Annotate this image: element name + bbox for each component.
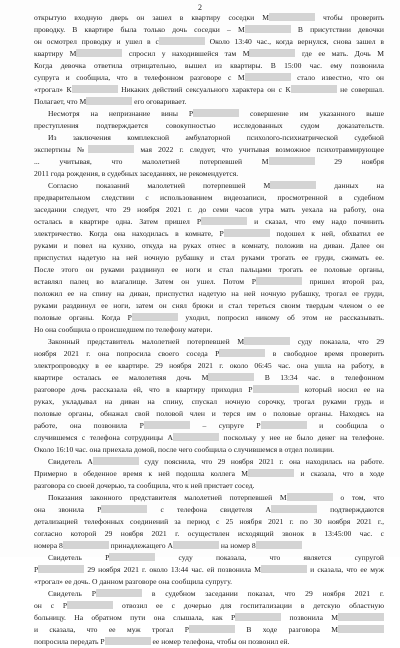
redaction-box: [235, 613, 281, 621]
text-run: заседании следует, что 29 ноября 2021 г. до семи часов утра мать уехала на работу, она: [34, 205, 384, 214]
text-line: [34, 132, 384, 144]
text-line: [34, 564, 384, 576]
redaction-box: [67, 601, 113, 609]
text-run: Свидетель Р: [48, 589, 96, 598]
redaction-box: [132, 313, 178, 321]
text-run: 29 ноября 2021 г. около 13:44 час. ей позвонила М: [84, 565, 261, 574]
text-line: [34, 300, 384, 312]
redaction-box: [261, 565, 307, 573]
text-run: и сказала, что ее муж трогал Р: [34, 625, 189, 634]
redaction-box: [86, 97, 132, 105]
text-run: чтобы проверить: [314, 13, 384, 22]
text-run: В ходе разговора М: [234, 625, 338, 634]
text-line: [34, 516, 384, 528]
text-run: открытую входную дверь он зашел в квартиру соседки М: [34, 13, 269, 22]
text-run: она звонила Р: [34, 505, 102, 514]
text-run: о том, что: [332, 493, 384, 502]
text-line: [34, 240, 384, 252]
redaction-box: [256, 277, 302, 285]
text-run: ноября 2021 г. она попросила своего соседа Р: [34, 349, 220, 358]
text-run: «трогал» ее дочь. О данном разговоре она сообщила супругу.: [34, 577, 233, 586]
text-run: Примерно в обеденное время к ней подошла коллега М: [34, 469, 249, 478]
text-line: [34, 168, 384, 180]
text-run: он осмотрел проводку и ушел в с: [34, 37, 159, 46]
redaction-box: [173, 541, 219, 549]
text-run: и сказала, что в ходе: [294, 469, 384, 478]
text-run: принадлежащего А: [108, 541, 173, 550]
text-line: [34, 432, 384, 444]
text-run: супруга и сообщила, что в телефонном разговоре с М: [34, 73, 245, 82]
text-run: попросила передать Р: [34, 637, 105, 646]
text-line: [34, 540, 384, 552]
text-line: [34, 156, 384, 168]
text-run: Полагает, что М: [34, 97, 87, 106]
redaction-box: [287, 493, 333, 501]
text-run: положил ее на спину на диван, приспустил надетую на ней ночную рубашку, трогал ее груди,: [34, 289, 384, 298]
text-run: Свидетель Р: [48, 553, 110, 562]
text-run: суду показала, что является супругой: [155, 553, 384, 562]
text-run: детализацией телефонных соединений за период с 25 ноября 2021 г. по 30 ноября 2021 г.,: [34, 517, 384, 526]
text-line: [34, 600, 384, 612]
text-line: [34, 576, 384, 588]
text-line: [34, 552, 384, 564]
redaction-box: [76, 49, 122, 57]
text-run: совершение им указанного выше: [239, 109, 384, 118]
text-line: [34, 636, 384, 648]
redaction-box: [249, 49, 295, 57]
redaction-box: [144, 421, 190, 429]
text-run: квартире осталась ее малолетняя дочь М: [34, 373, 209, 382]
text-run: экспертизы №: [34, 145, 89, 154]
text-run: Несмотря на непризнание вины Р: [48, 109, 194, 118]
text-line: [34, 144, 384, 156]
text-line: [34, 624, 384, 636]
text-line: [34, 276, 384, 288]
text-run: и сообщила о: [306, 421, 384, 430]
redaction-box: [269, 157, 315, 165]
redaction-box: [105, 637, 151, 645]
text-run: проводку. В квартире была только дочь соседки – М: [34, 25, 245, 34]
text-run: подтверждаются: [317, 505, 384, 514]
text-run: «трогал» К: [34, 85, 72, 94]
text-run: случившемся с телефона сотрудницы А: [34, 433, 173, 442]
text-run: половые органы, обнажал свой половой член и терся им о половые органы. Находясь на: [34, 409, 384, 418]
text-run: стало известно, что он: [290, 73, 384, 82]
text-run: предварительном следствии с использованием видеозаписи, просмотренной в судебном: [34, 193, 384, 202]
text-line: [34, 96, 384, 108]
text-run: Но она сообщила о происшедшем по телефону матери.: [34, 325, 213, 334]
redaction-box: [173, 433, 219, 441]
text-run: руках, укладывал на диван на спину, спускал ночную сорочку, трогал руками грудь и: [34, 397, 384, 406]
text-line: [34, 60, 384, 72]
text-run: руками раздвинул ее ноги, затем он снял брюки и стал тереться своим твердым членом о ее: [34, 301, 384, 310]
text-run: руками и повел на кухню, откуда на руках отнес в комнату, положив на диван. Далее он: [34, 241, 384, 250]
text-run: работе, она позвонила Р: [34, 421, 144, 430]
text-line: [34, 228, 384, 240]
text-line: [34, 216, 384, 228]
text-run: номера 8: [34, 541, 63, 550]
text-line: [34, 204, 384, 216]
redaction-box: [93, 457, 139, 465]
text-run: квартиру М: [34, 49, 77, 58]
text-run: приспустил надетую на ней ночную рубашку и стал руками трогать ее груди, сжимать ее.: [34, 253, 384, 262]
text-run: мая 2022 г. следует, что учитывая возможное психотравмирующее: [134, 145, 384, 154]
text-run: пришел второй раз,: [301, 277, 384, 286]
redaction-box: [159, 37, 205, 45]
redaction-box: [201, 217, 247, 225]
redaction-box: [248, 469, 294, 477]
redaction-box: [189, 625, 235, 633]
text-line: [34, 108, 384, 120]
redaction-box: [291, 85, 337, 93]
redaction-box: [72, 85, 118, 93]
text-line: [34, 372, 384, 384]
redaction-box: [245, 25, 291, 33]
text-line: [34, 252, 384, 264]
text-line: [34, 120, 384, 132]
redaction-box: [219, 349, 265, 357]
text-run: ее номер телефона, чтобы он позвонил ей.: [150, 637, 290, 646]
text-run: Свидетель А: [48, 457, 93, 466]
redaction-box: [38, 565, 84, 573]
text-run: Показания законного представителя малолетней потерпевшей М: [48, 493, 287, 502]
redaction-box: [224, 229, 270, 237]
text-run: его оговаривает.: [132, 97, 187, 106]
text-run: больницу. На обратном пути она слышала, как Р: [34, 613, 236, 622]
text-run: в судебном заседании показал, что 29 ноября 2021 г.: [141, 589, 384, 598]
text-run: разговоре дочь рассказала ей, что в квартиру приходил Р: [34, 385, 253, 394]
text-run: суду пояснила, что 29 ноября 2021 г. она находилась на работе.: [138, 457, 384, 466]
text-line: [34, 444, 384, 456]
text-line: [34, 408, 384, 420]
redaction-box: [96, 589, 142, 597]
page-number: 2: [198, 3, 202, 12]
text-line: [34, 420, 384, 432]
redaction-box: [338, 625, 384, 633]
text-line: [34, 324, 384, 336]
text-run: суду показала, что 29: [290, 337, 384, 346]
text-line: [34, 480, 384, 492]
text-run: преступления подтверждается совокупностью исследованных судом доказательств.: [34, 121, 384, 130]
text-line: [34, 288, 384, 300]
redaction-box: [269, 13, 315, 21]
text-run: поскольку у нее не было денег на телефоне.: [218, 433, 384, 442]
text-line: [34, 72, 384, 84]
redaction-box: [109, 553, 155, 561]
redaction-box: [244, 337, 290, 345]
redaction-box: [338, 613, 384, 621]
text-line: [34, 192, 384, 204]
document-body: [34, 12, 384, 648]
redaction-box: [253, 385, 299, 393]
text-line: [34, 336, 384, 348]
text-run: не совершал.: [336, 85, 384, 94]
redaction-box: [63, 541, 109, 549]
text-run: уходил, попросил никому об этом не рассказывать.: [177, 313, 384, 322]
text-line: [34, 468, 384, 480]
text-run: который носил ее на: [298, 385, 384, 394]
redaction-box: [261, 421, 307, 429]
text-run: Около 16:10 час. она приехала домой, после чего сообщила о случившемся в отдел полиции.: [34, 445, 335, 454]
text-line: [34, 264, 384, 276]
text-run: В присутствии девочки: [290, 25, 384, 34]
text-run: Согласно показаний малолетней потерпевшей М: [48, 181, 271, 190]
text-run: Около 13:40 час., когда вернулся, снова зашел в: [204, 37, 384, 46]
text-line: [34, 312, 384, 324]
text-run: 2011 года рождения, в судебных заседаниях, не рекомендуется.: [34, 169, 239, 178]
text-line: [34, 12, 384, 24]
text-run: Никаких действий сексуального характера он с К: [117, 85, 291, 94]
text-line: [34, 528, 384, 540]
text-run: 29 ноября: [314, 157, 384, 166]
text-run: где ее мать. Дочь М: [295, 49, 384, 58]
text-line: [34, 348, 384, 360]
text-run: в свободное время проверить: [265, 349, 384, 358]
text-line: [34, 384, 384, 396]
text-run: и сказал, что ему надо починить: [247, 217, 384, 226]
text-run: Из заключения комплексной амбулаторной психолого-психиатрической судебной: [48, 133, 384, 142]
text-run: разговора со своей дочерью, та сообщила, что к ней пристает сосед.: [34, 481, 255, 490]
redaction-box: [271, 505, 317, 513]
text-run: ... учитывая, что малолетней потерпевшей М: [34, 157, 269, 166]
text-run: После этого он руками раздвинул ее ноги и стал пальцами трогать ее половые органы,: [34, 265, 384, 274]
text-run: электричество. Когда она находилась в комнате, Р: [34, 229, 224, 238]
redaction-box: [88, 145, 134, 153]
text-run: на номер 8: [219, 541, 256, 550]
text-run: Р: [34, 565, 39, 574]
text-line: [34, 180, 384, 192]
text-run: осталась в квартире одна. Затем пришел Р: [34, 217, 202, 226]
text-run: спросил у находившейся там М: [122, 49, 250, 58]
text-run: вставлял палец во влагалище. Затем он ушел. Потом Р: [34, 277, 256, 286]
text-line: [34, 588, 384, 600]
text-run: с телефона свидетеля А: [147, 505, 271, 514]
text-run: он с Р: [34, 601, 68, 610]
text-line: [34, 504, 384, 516]
text-run: электропроводку в ее квартире. 29 ноября 2021 г. около 06:45 час. она ушла на работу, в: [34, 361, 384, 370]
redaction-box: [270, 181, 316, 189]
text-line: [34, 612, 384, 624]
text-run: и сказала, что ее муж: [306, 565, 384, 574]
redaction-box: [193, 109, 239, 117]
text-run: данных на: [316, 181, 384, 190]
text-run: – супруге Р: [189, 421, 261, 430]
text-line: [34, 36, 384, 48]
redaction-box: [101, 505, 147, 513]
text-line: [34, 48, 384, 60]
text-run: половые органы. Когда Р: [34, 313, 132, 322]
text-run: Когда девочка ответила отрицательно, вышел из квартиры. В 15:00 час. ему позвонила: [34, 61, 384, 70]
redaction-box: [245, 73, 291, 81]
text-line: [34, 396, 384, 408]
text-line: [34, 24, 384, 36]
text-run: подошел к ней, обхватил ее: [269, 229, 384, 238]
text-run: согласно которой 29 ноября 2021 г. осуществлен исходящий звонок в 13:45:00 час. с: [34, 529, 384, 538]
text-line: [34, 456, 384, 468]
text-line: [34, 84, 384, 96]
text-run: отвозил ее с дочерью для госпитализации в детскую областную: [113, 601, 384, 610]
redaction-box: [208, 373, 254, 381]
text-line: [34, 360, 384, 372]
text-line: [34, 492, 384, 504]
text-run: В 13:34 час. в телефонном: [254, 373, 384, 382]
text-run: позвонила М: [281, 613, 339, 622]
redaction-box: [256, 541, 302, 549]
text-run: Законный представитель малолетней потерпевшей М: [48, 337, 245, 346]
